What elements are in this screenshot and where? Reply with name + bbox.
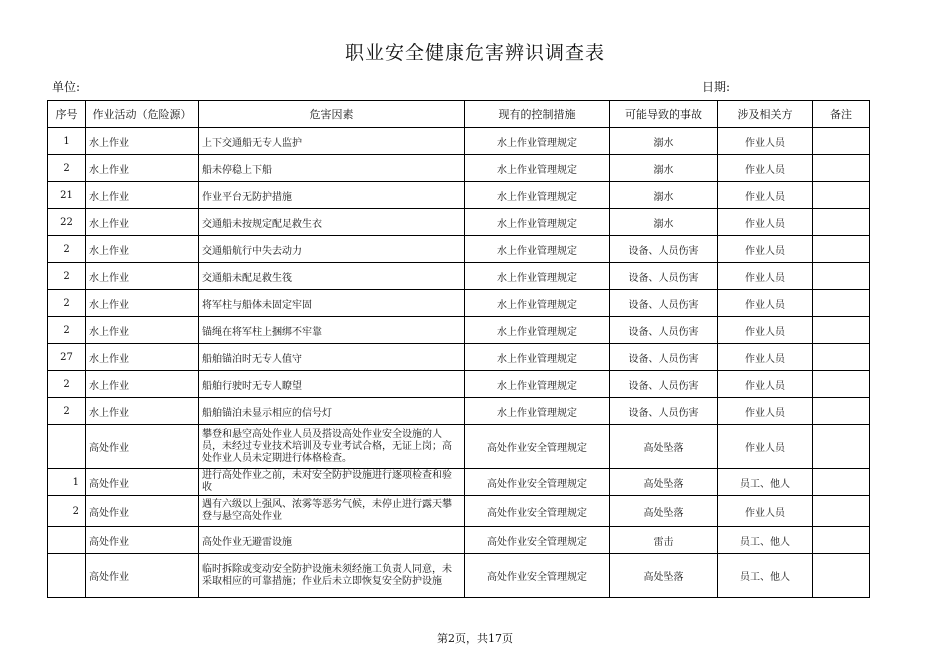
cell-activity: 水上作业: [86, 128, 199, 155]
cell-no: 2: [48, 496, 86, 527]
cell-control: 高处作业安全管理规定: [465, 425, 610, 469]
cell-activity: 水上作业: [86, 182, 199, 209]
cell-note: [813, 182, 870, 209]
column-header-hazard: 危害因素: [199, 101, 465, 128]
cell-no: 21: [48, 182, 86, 209]
cell-accident: 设备、人员伤害: [610, 317, 718, 344]
cell-activity: 水上作业: [86, 209, 199, 236]
column-header-control: 现有的控制措施: [465, 101, 610, 128]
cell-note: [813, 344, 870, 371]
table-row: [48, 317, 870, 344]
cell-activity: 水上作业: [86, 290, 199, 317]
cell-accident: 设备、人员伤害: [610, 290, 718, 317]
table-row: [48, 527, 870, 554]
cell-note: [813, 554, 870, 598]
cell-no: [48, 425, 86, 469]
cell-note: [813, 290, 870, 317]
cell-accident: 溺水: [610, 209, 718, 236]
cell-party: 作业人员: [718, 263, 813, 290]
cell-accident: 雷击: [610, 527, 718, 554]
cell-control: 水上作业管理规定: [465, 344, 610, 371]
table-row: [48, 496, 870, 527]
cell-hazard: 交通船未配足救生筏: [199, 263, 465, 290]
cell-no: 2: [48, 290, 86, 317]
cell-party: 员工、他人: [718, 527, 813, 554]
cell-hazard: 攀登和悬空高处作业人员及搭设高处作业安全设施的人员，未经过专业技术培训及专业考试合格，无证上岗；高处作业人员未定期进行体格检查。: [199, 425, 465, 469]
cell-no: 2: [48, 317, 86, 344]
cell-activity: 高处作业: [86, 554, 199, 598]
cell-activity: 水上作业: [86, 317, 199, 344]
cell-no: 2: [48, 398, 86, 425]
cell-hazard: 上下交通船无专人监护: [199, 128, 465, 155]
cell-hazard: 船未停稳上下船: [199, 155, 465, 182]
cell-party: 作业人员: [718, 344, 813, 371]
cell-accident: 设备、人员伤害: [610, 344, 718, 371]
cell-activity: 高处作业: [86, 469, 199, 496]
cell-hazard: 进行高处作业之前，未对安全防护设施进行逐项检查和验收: [199, 469, 465, 496]
cell-note: [813, 209, 870, 236]
cell-activity: 水上作业: [86, 236, 199, 263]
unit-label: 单位:: [52, 80, 81, 94]
cell-accident: 溺水: [610, 182, 718, 209]
cell-no: 2: [48, 155, 86, 182]
cell-party: 作业人员: [718, 182, 813, 209]
cell-hazard: 船舶锚泊未显示相应的信号灯: [199, 398, 465, 425]
cell-hazard: 交通船航行中失去动力: [199, 236, 465, 263]
cell-party: 员工、他人: [718, 554, 813, 598]
cell-note: [813, 317, 870, 344]
cell-hazard: 作业平台无防护措施: [199, 182, 465, 209]
cell-no: 2: [48, 236, 86, 263]
cell-party: 作业人员: [718, 290, 813, 317]
cell-activity: 水上作业: [86, 344, 199, 371]
cell-note: [813, 469, 870, 496]
cell-accident: 设备、人员伤害: [610, 371, 718, 398]
column-header-accident: 可能导致的事故: [610, 101, 718, 128]
cell-no: [48, 527, 86, 554]
cell-party: 作业人员: [718, 317, 813, 344]
cell-accident: 溺水: [610, 155, 718, 182]
table-row: [48, 182, 870, 209]
cell-hazard: 临时拆除或变动安全防护设施未须经施工负责人同意，未采取相应的可靠措施；作业后未立即恢复安全防护设施: [199, 554, 465, 598]
cell-control: 水上作业管理规定: [465, 398, 610, 425]
date-label: 日期:: [702, 80, 731, 94]
table-row: [48, 209, 870, 236]
cell-note: [813, 496, 870, 527]
cell-hazard: 遇有六级以上强风、浓雾等恶劣气候，未停止进行露天攀登与悬空高处作业: [199, 496, 465, 527]
cell-accident: 高处坠落: [610, 496, 718, 527]
cell-party: 作业人员: [718, 398, 813, 425]
cell-control: 水上作业管理规定: [465, 290, 610, 317]
cell-note: [813, 155, 870, 182]
cell-activity: 高处作业: [86, 527, 199, 554]
cell-activity: 高处作业: [86, 425, 199, 469]
cell-control: 水上作业管理规定: [465, 263, 610, 290]
cell-control: 高处作业安全管理规定: [465, 527, 610, 554]
table-row: [48, 290, 870, 317]
table-row: [48, 128, 870, 155]
table-row: [48, 398, 870, 425]
cell-accident: 高处坠落: [610, 554, 718, 598]
cell-accident: 设备、人员伤害: [610, 236, 718, 263]
table-row: [48, 344, 870, 371]
cell-control: 水上作业管理规定: [465, 209, 610, 236]
cell-hazard: 船舶锚泊时无专人值守: [199, 344, 465, 371]
cell-no: 22: [48, 209, 86, 236]
cell-party: 作业人员: [718, 425, 813, 469]
cell-party: 作业人员: [718, 155, 813, 182]
cell-hazard: 将军柱与船体未固定牢固: [199, 290, 465, 317]
cell-no: 1: [48, 469, 86, 496]
cell-control: 高处作业安全管理规定: [465, 554, 610, 598]
cell-control: 高处作业安全管理规定: [465, 496, 610, 527]
cell-hazard: 交通船未按规定配足救生衣: [199, 209, 465, 236]
cell-accident: 设备、人员伤害: [610, 263, 718, 290]
column-header-note: 备注: [813, 101, 870, 128]
cell-accident: 设备、人员伤害: [610, 398, 718, 425]
table-row: [48, 425, 870, 469]
page-title: 职业安全健康危害辨识调查表: [344, 42, 605, 64]
cell-activity: 水上作业: [86, 371, 199, 398]
cell-control: 水上作业管理规定: [465, 317, 610, 344]
cell-no: 2: [48, 263, 86, 290]
cell-accident: 溺水: [610, 128, 718, 155]
cell-party: 员工、他人: [718, 469, 813, 496]
cell-activity: 水上作业: [86, 263, 199, 290]
cell-party: 作业人员: [718, 371, 813, 398]
cell-note: [813, 398, 870, 425]
cell-party: 作业人员: [718, 496, 813, 527]
cell-no: 27: [48, 344, 86, 371]
cell-party: 作业人员: [718, 236, 813, 263]
cell-hazard: 船舶行驶时无专人瞭望: [199, 371, 465, 398]
cell-note: [813, 425, 870, 469]
cell-note: [813, 371, 870, 398]
table-row: [48, 554, 870, 598]
cell-control: 水上作业管理规定: [465, 182, 610, 209]
cell-note: [813, 128, 870, 155]
cell-note: [813, 527, 870, 554]
cell-no: 1: [48, 128, 86, 155]
column-header-no: 序号: [48, 101, 86, 128]
cell-control: 水上作业管理规定: [465, 128, 610, 155]
cell-control: 水上作业管理规定: [465, 155, 610, 182]
cell-accident: 高处坠落: [610, 469, 718, 496]
cell-hazard: 锚绳在将军柱上捆绑不牢靠: [199, 317, 465, 344]
cell-control: 水上作业管理规定: [465, 236, 610, 263]
cell-note: [813, 263, 870, 290]
table-row: [48, 236, 870, 263]
cell-hazard: 高处作业无避雷设施: [199, 527, 465, 554]
cell-accident: 高处坠落: [610, 425, 718, 469]
table-row: [48, 371, 870, 398]
cell-control: 高处作业安全管理规定: [465, 469, 610, 496]
table-header-row: [48, 101, 870, 128]
hazard-table: [47, 100, 870, 598]
table-row: [48, 469, 870, 496]
cell-activity: 水上作业: [86, 398, 199, 425]
cell-note: [813, 236, 870, 263]
cell-party: 作业人员: [718, 209, 813, 236]
column-header-activity: 作业活动（危险源）: [86, 101, 199, 128]
cell-no: 2: [48, 371, 86, 398]
cell-party: 作业人员: [718, 128, 813, 155]
table-row: [48, 263, 870, 290]
cell-activity: 水上作业: [86, 155, 199, 182]
table-row: [48, 155, 870, 182]
page-footer: 第2页，共17页: [437, 632, 513, 645]
cell-no: [48, 554, 86, 598]
cell-activity: 高处作业: [86, 496, 199, 527]
column-header-party: 涉及相关方: [718, 101, 813, 128]
cell-control: 水上作业管理规定: [465, 371, 610, 398]
